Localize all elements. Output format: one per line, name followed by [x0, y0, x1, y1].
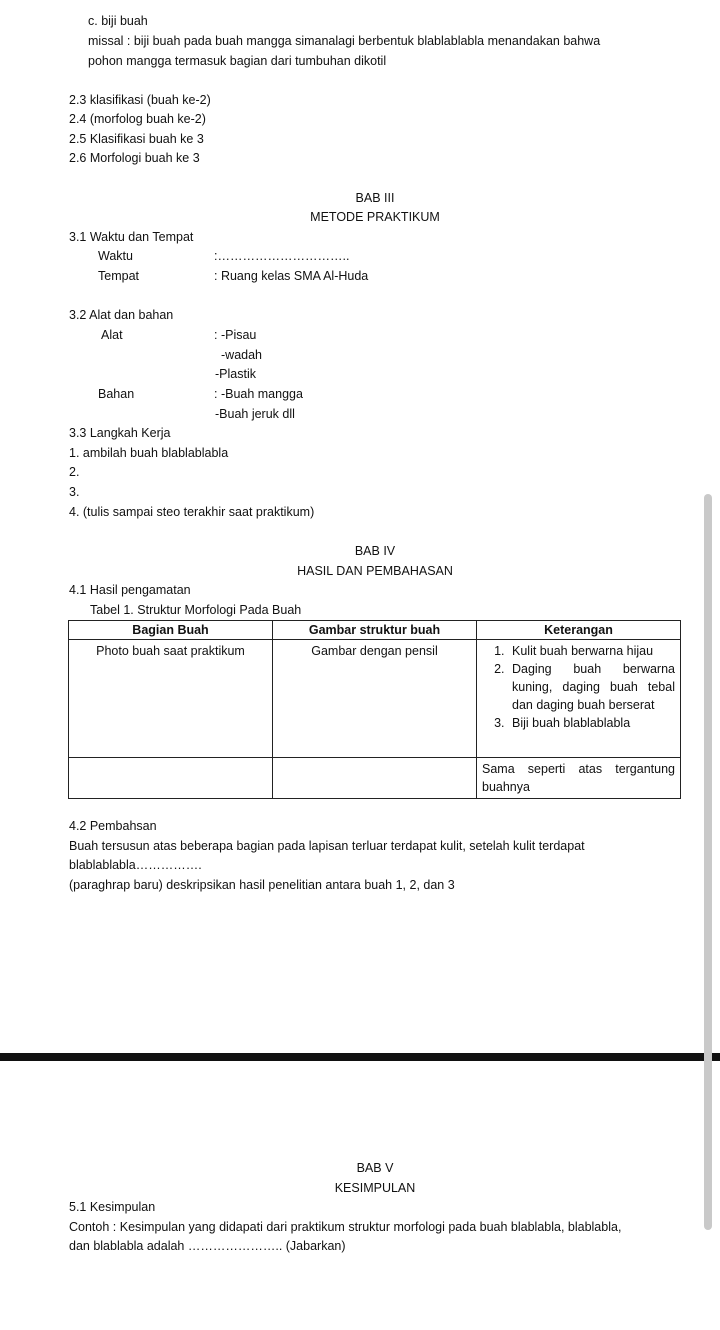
step-item: 2. [69, 465, 80, 479]
table-header-row [69, 621, 681, 640]
table-cell: Photo buah saat praktikum [69, 640, 273, 758]
table-header: Keterangan [477, 621, 681, 640]
waktu-label: Waktu [98, 249, 133, 263]
list-item: 3. Biji buah blablablabla [508, 714, 675, 732]
step-item: 4. (tulis sampai steo terakhir saat praktikum) [69, 505, 315, 519]
table-cell: Gambar dengan pensil [273, 640, 477, 758]
alat-item: : -Pisau [214, 328, 257, 342]
bahan-item: : -Buah mangga [214, 387, 303, 401]
list-item: 2. Daging buah berwarna kuning, daging buah tebal dan daging buah berserat [508, 660, 675, 714]
table-cell [273, 758, 477, 799]
bab3-number: BAB III [355, 191, 395, 205]
step-item: 3. [69, 485, 80, 499]
section-3-2: 3.2 Alat dan bahan [69, 308, 174, 322]
subsection-2-5: 2.5 Klasifikasi buah ke 3 [69, 132, 204, 146]
discussion-line-1: Buah tersusun atas beberapa bagian pada lapisan terluar terdapat kulit, setelah kulit terdapat [69, 839, 585, 853]
tempat-value: : Ruang kelas SMA Al-Huda [214, 269, 369, 283]
section-4-2: 4.2 Pembahsan [69, 819, 157, 833]
conclusion-line-2: dan blablabla adalah ………………….. (Jabarkan) [69, 1239, 346, 1253]
bab5-title: KESIMPULAN [334, 1181, 416, 1195]
table-cell: Sama seperti atas tergantung buahnya [477, 758, 681, 799]
notes-list [482, 642, 675, 732]
page-divider [0, 1053, 720, 1061]
morphology-table [68, 620, 681, 799]
subsection-2-6: 2.6 Morfologi buah ke 3 [69, 151, 200, 165]
table-cell-notes [477, 640, 681, 758]
step-item: 1. ambilah buah blablablabla [69, 446, 229, 460]
table-caption: Tabel 1. Struktur Morfologi Pada Buah [90, 603, 302, 617]
bahan-label: Bahan [98, 387, 135, 401]
example-line-1: missal : biji buah pada buah mangga simanalagi berbentuk blablablabla menandakan bahwa [88, 34, 601, 48]
table-header: Bagian Buah [69, 621, 273, 640]
bab4-title: HASIL DAN PEMBAHASAN [297, 564, 453, 578]
section-3-1: 3.1 Waktu dan Tempat [69, 230, 194, 244]
list-item: 1. Kulit buah berwarna hijau [508, 642, 675, 660]
alat-label: Alat [101, 328, 123, 342]
bahan-item: -Buah jeruk dll [215, 407, 295, 421]
waktu-value: :………………………….. [214, 249, 350, 263]
scrollbar[interactable] [704, 494, 712, 1230]
alat-item: -wadah [221, 348, 262, 362]
bab4-number: BAB IV [354, 544, 396, 558]
example-line-2: pohon mangga termasuk bagian dari tumbuhan dikotil [88, 54, 387, 68]
table-row [69, 758, 681, 799]
discussion-paragraph-2: (paraghrap baru) deskripsikan hasil penelitian antara buah 1, 2, dan 3 [69, 878, 455, 892]
bab3-title: METODE PRAKTIKUM [310, 210, 440, 224]
section-4-1: 4.1 Hasil pengamatan [69, 583, 191, 597]
alat-item: -Plastik [215, 367, 256, 381]
section-3-3: 3.3 Langkah Kerja [69, 426, 171, 440]
discussion-line-2: blablablabla……………. [69, 858, 202, 872]
table-header: Gambar struktur buah [273, 621, 477, 640]
subsection-2-4: 2.4 (morfolog buah ke-2) [69, 112, 206, 126]
table-row [69, 640, 681, 758]
conclusion-line-1: Contoh : Kesimpulan yang didapati dari praktikum struktur morfologi pada buah blablabla, blablabla, [69, 1220, 622, 1234]
tempat-label: Tempat [98, 269, 139, 283]
table-cell [69, 758, 273, 799]
biji-buah-heading: c. biji buah [88, 14, 148, 28]
subsection-2-3: 2.3 klasifikasi (buah ke-2) [69, 93, 211, 107]
section-5-1: 5.1 Kesimpulan [69, 1200, 156, 1214]
bab5-number: BAB V [356, 1161, 394, 1175]
